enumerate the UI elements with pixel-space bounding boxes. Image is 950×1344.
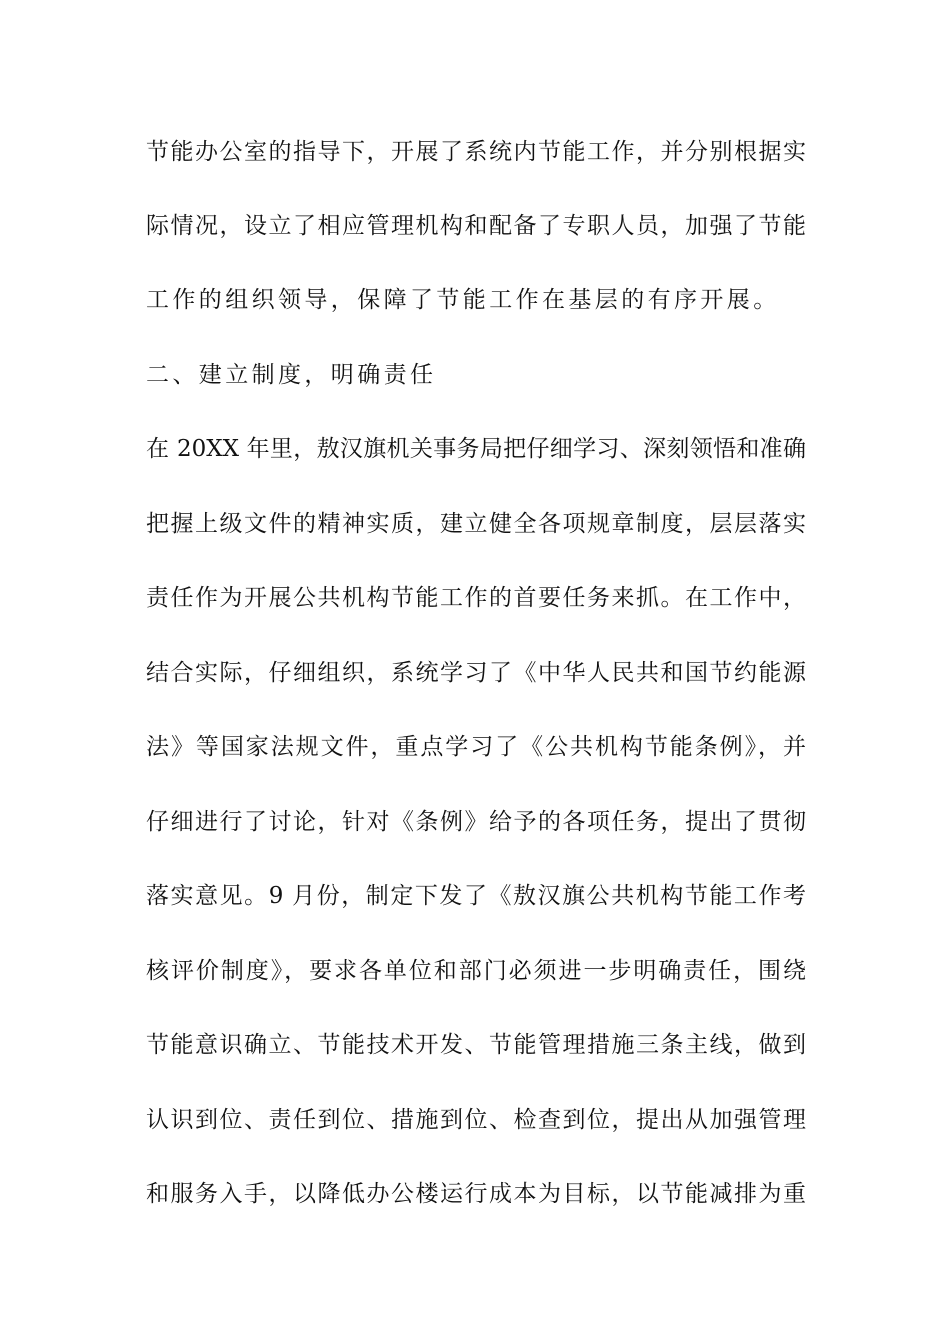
paragraph-line: 工作的组织领导，保障了节能工作在基层的有序开展。 bbox=[146, 287, 780, 313]
paragraph-line: 核评价制度》，要求各单位和部门必须进一步明确责任，围绕 bbox=[146, 958, 806, 984]
section-heading: 二、建立制度，明确责任 bbox=[146, 362, 437, 388]
paragraph-line: 在 20XX 年里，敖汉旗机关事务局把仔细学习、深刻领悟和准确 bbox=[146, 436, 806, 462]
paragraph-line: 把握上级文件的精神实质，建立健全各项规章制度，层层落实 bbox=[146, 511, 806, 537]
paragraph-line: 法》等国家法规文件，重点学习了《公共机构节能条例》，并 bbox=[146, 734, 806, 760]
paragraph-line: 节能办公室的指导下，开展了系统内节能工作，并分别根据实 bbox=[146, 139, 806, 165]
paragraph-line: 结合实际，仔细组织，系统学习了《中华人民共和国节约能源 bbox=[146, 660, 806, 686]
paragraph-line: 落实意见。9 月份，制定下发了《敖汉旗公共机构节能工作考 bbox=[146, 883, 806, 909]
paragraph-line: 际情况，设立了相应管理机构和配备了专职人员，加强了节能 bbox=[146, 213, 806, 239]
paragraph-line: 和服务入手，以降低办公楼运行成本为目标，以节能减排为重 bbox=[146, 1181, 806, 1207]
paragraph-line: 认识到位、责任到位、措施到位、检查到位，提出从加强管理 bbox=[146, 1107, 806, 1133]
paragraph-line: 仔细进行了讨论，针对《条例》给予的各项任务，提出了贯彻 bbox=[146, 809, 806, 835]
paragraph-line: 责任作为开展公共机构节能工作的首要任务来抓。在工作中， bbox=[146, 585, 806, 611]
paragraph-line: 节能意识确立、节能技术开发、节能管理措施三条主线，做到 bbox=[146, 1032, 806, 1058]
